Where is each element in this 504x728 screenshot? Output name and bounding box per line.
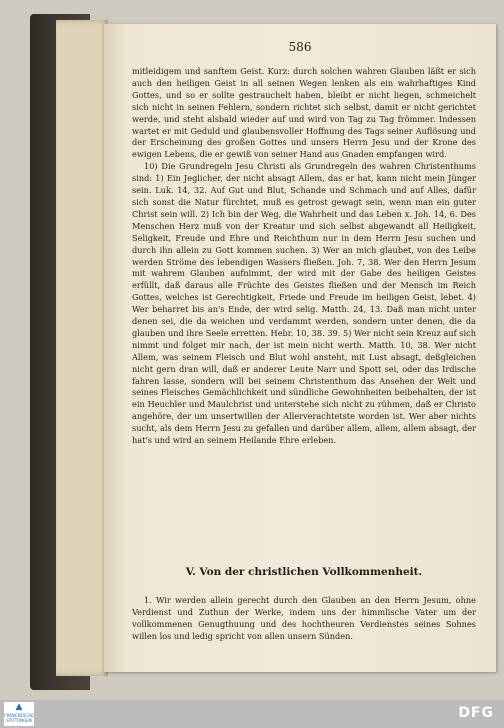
viewer-footer	[0, 700, 504, 728]
paragraph-2: 10) Die Grundregeln Jesu Christi als Grundregeln des wahren Christenthums sind: 1) Ein Jeglicher, der nicht absagt Allem, das er hat, kann nicht mein Jünger sein. Luk. 14, 32. Auf Gut und Blut, Schande und Schmach und auf Alles, dafür sich sonst die Natur fürchtet, muß es getrost gewagt sein, wenn man ein guter Christ sein will. 2) Ich bin der Weg, die Wahrheit und das Leben x. Joh. 14, 6. Des Menschen Herz muß von der Kreatur und sich selbst abgewandt all Heiligkeit, Seligkeit, Freude und Ehre und Reichthum nur in dem Herrn Jesu suchen und durch ihn allein zu Gott kommen suchen. 3) Wer an mich glaubet, von des Leibe werden Ströme des lebendigen Wassers fließen. Joh. 7, 38. Wer den Herrn Jesum mit wahrem Glauben aufnimmt, der wird mit der Gabe des heiligen Geistes erfüllt, daß daraus alle Früchte des Geistes fließen und der Mensch im Reich Gottes, welches ist Gerechtigkeit, Friede und Freude im heiligen Geist, lebet. 4) Wer beharret bis an's Ende, der wird selig. Matth. 24, 13. Daß man nicht unter denen sei, die da weichen und verdammt werden, sondern unter denen, die da glauben und ihre Seele erretten. Hebr. 10, 38. 39. 5) Wer nicht sein Kreuz auf sich nimmt und folget mir nach, der ist mein nicht werth. Matth. 10, 38. Wer nicht Allem, was seinem Fleisch und Blut wohl ansteht, mit Lust absagt, deßgleichen nicht gern dran will, daß er anderer Leute Narr und Spott sei, oder das Irdische fahren lasse, sondern will bei seinem Christenthum das Ansehen der Welt und seines Fleisches Gemächlichkeit und sündliche Gewohnheiten beibehalten, der ist ein Heuchler und Maulchrist und unterstehe sich nicht zu rühmen, daß er Christo angehöre, der um unsertwillen der Allerverachtetste worden ist. Wer aber nichts sucht, als dem Herrn Jesu zu gefallen und darüber allem, allem, allem absagt, der hat's und wird an seinem Heilande Ehre erleben.	[132, 161, 476, 446]
page-number: 586	[288, 40, 312, 54]
page-edges	[56, 20, 108, 676]
dfg-logo: DFG	[458, 705, 494, 721]
library-logo	[4, 702, 34, 726]
paragraph-1: mitleidigem und sanftem Geist. Kurz: durch solchen wahren Glauben läßt er sich auch den heiligen Geist in all seinen Wegen lenken als ein wahrhaftiges Kind Gottes, und so er sollte gestrauchelt haben, bleibt er nicht liegen, schmeichelt sich nicht in seinen Fehlern, sondern richtet sich selbst, damit er nicht gerichtet werde, und steht alsbald wieder auf und wird von Tag zu Tag frömmer. Indessen wartet er mit Geduld und glaubensvoller Hoffnung des Tags seiner Auflösung und der Erscheinung des großen Gottes und unsers Herrn Jesu und der Krone des ewigen Lebens, die er gewiß von seiner Hand aus Gnaden empfangen wird.	[132, 66, 476, 160]
library-logo-text: FRANCKESCHE STIFTUNGEN	[4, 713, 34, 723]
book-page	[104, 24, 496, 672]
section-paragraph: 1. Wir werden allein gerecht durch den Glauben an den Herrn Jesum, ohne Verdienst und Zuthun der Werke, indem uns der himmlische Vater um der vollkommenen Genugthuung und des hochtheuren Verdienstes seines Sohnes willen los und ledig spricht von allen unsern Sünden.	[132, 595, 476, 641]
body-text	[132, 66, 476, 447]
library-logo-icon: ▲	[15, 702, 23, 712]
section-heading: V. Von der christlichen Vollkommenheit.	[185, 566, 423, 578]
